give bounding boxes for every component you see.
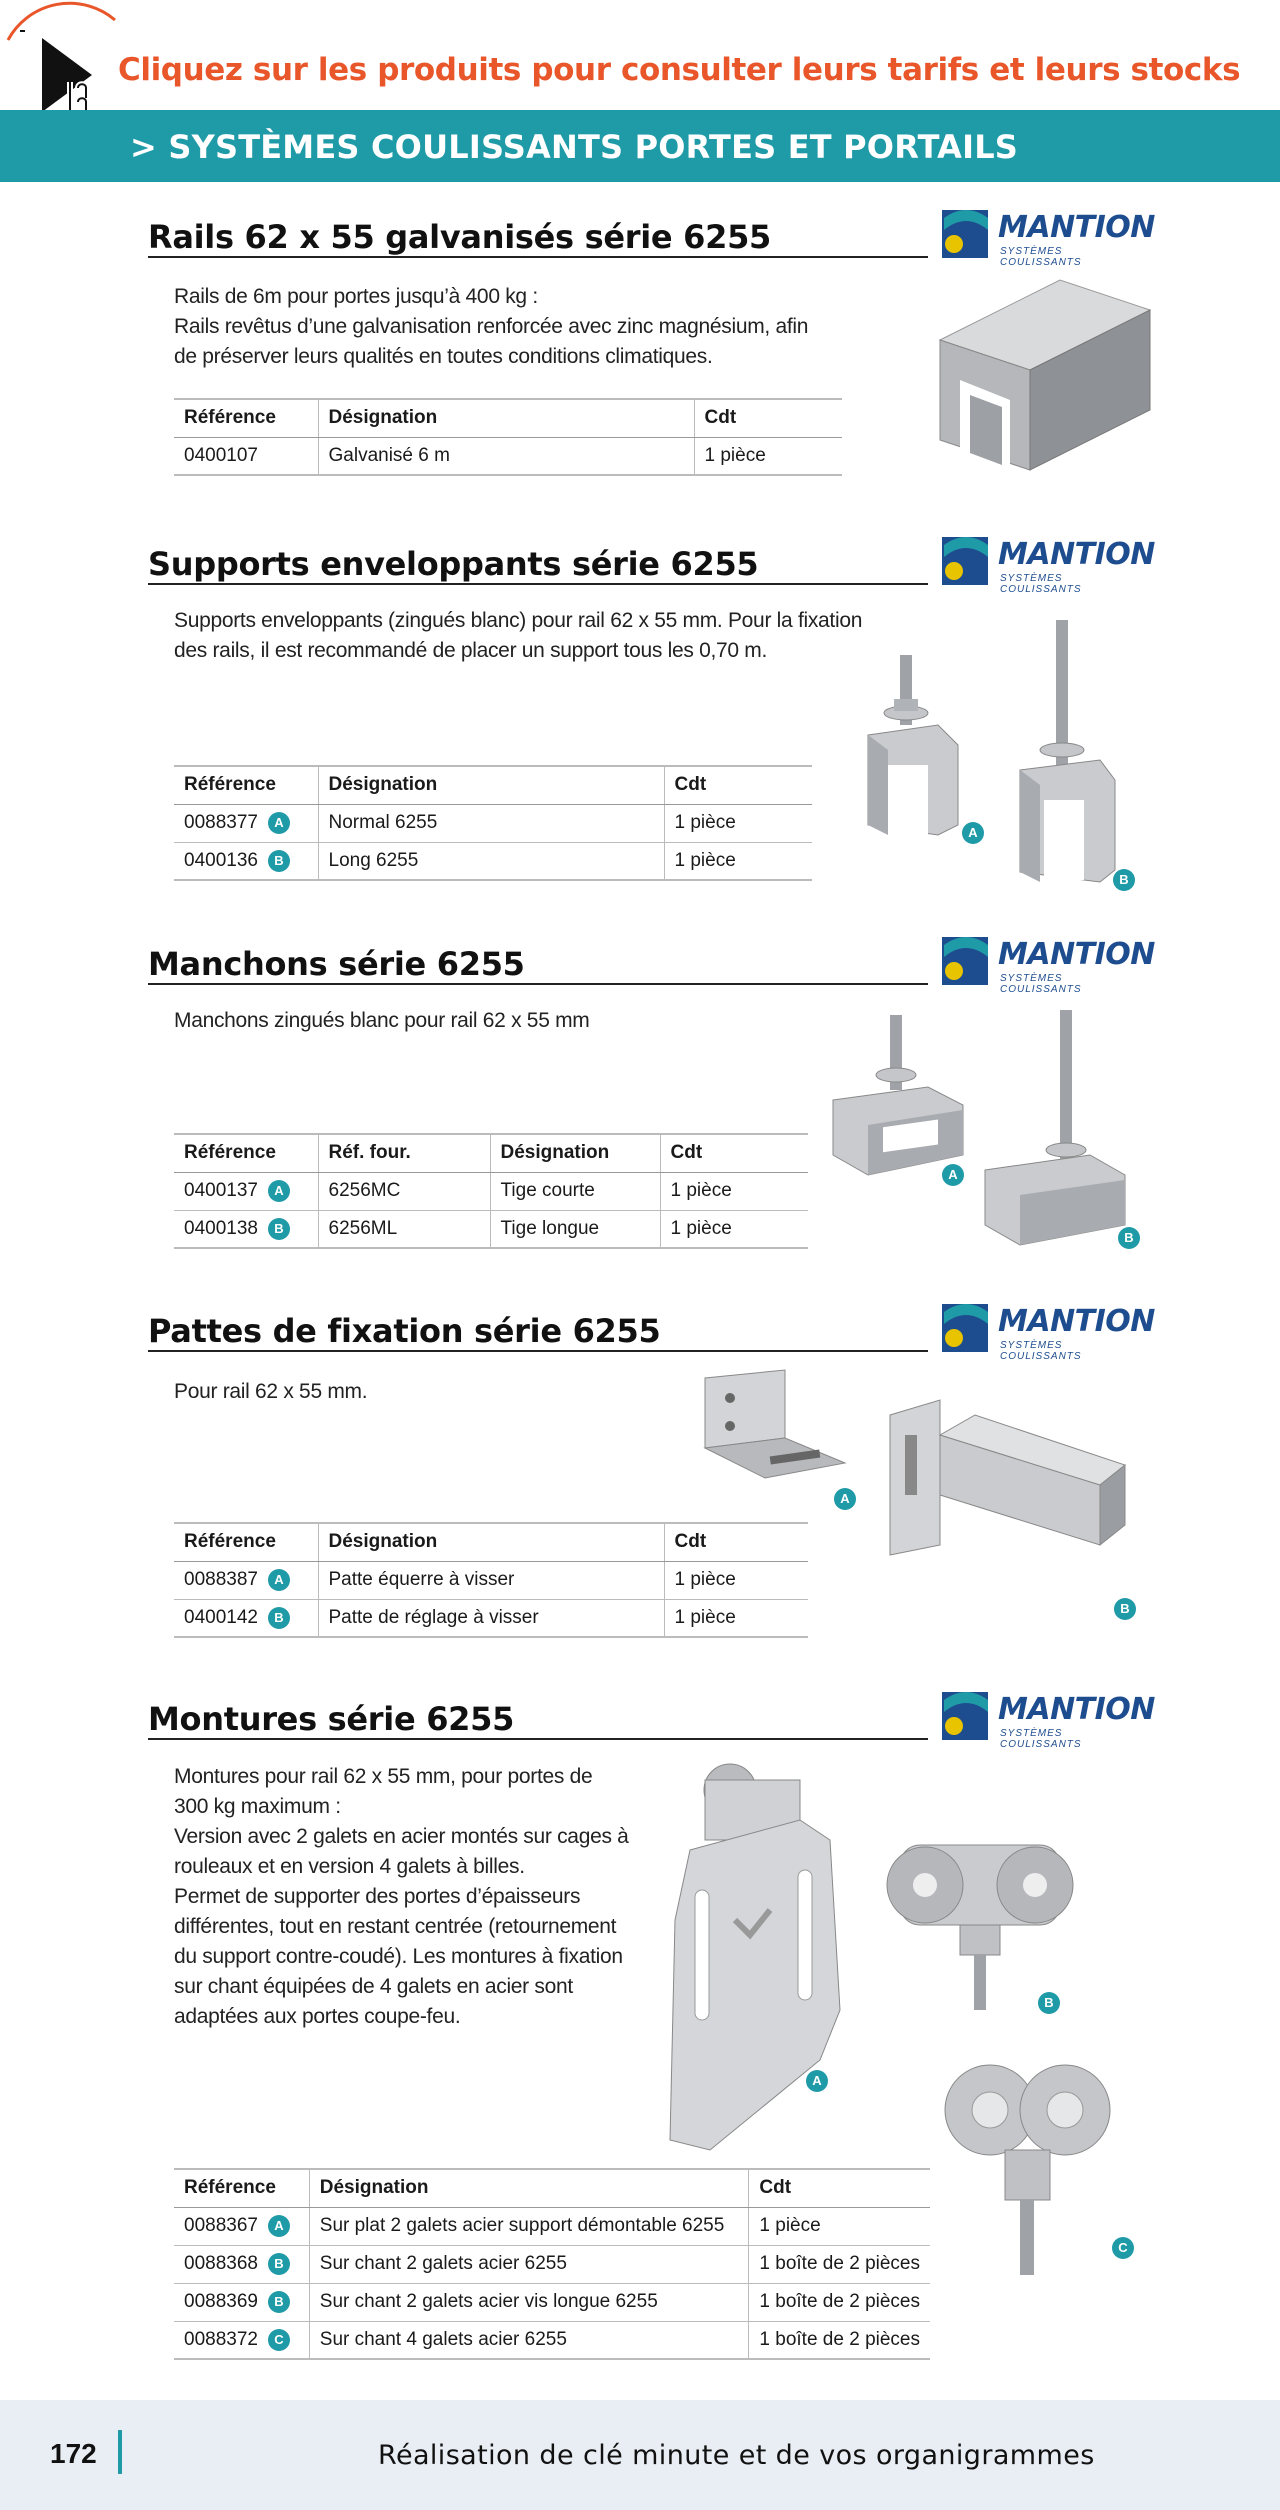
brand-name: MANTION xyxy=(998,1692,1155,1727)
desc-line: Permet de supporter des portes d’épaisseurs xyxy=(174,1885,581,1908)
page-footer xyxy=(0,2400,1280,2510)
section-divider xyxy=(148,256,928,258)
desc-line: des rails, il est recommandé de placer un support tous les 0,70 m. xyxy=(174,639,768,662)
support-b-image[interactable] xyxy=(1010,620,1120,885)
col-header: Désignation xyxy=(318,1523,664,1561)
section-divider xyxy=(148,583,928,585)
image-badge: A xyxy=(962,822,984,844)
section-divider xyxy=(148,1350,928,1352)
ref-cell: 0088387 xyxy=(184,1569,258,1590)
image-badge: B xyxy=(1118,1227,1140,1249)
mantion-logo-icon xyxy=(940,1302,992,1356)
designation-cell: Tige longue xyxy=(490,1210,660,1248)
section-title: Manchons série 6255 xyxy=(148,945,525,983)
desc-line: différentes, tout en restant centrée (retournement xyxy=(174,1915,617,1938)
variant-badge: A xyxy=(268,2215,290,2237)
col-header: Cdt xyxy=(664,1523,808,1561)
brand-logo xyxy=(940,1690,1155,1750)
section-description xyxy=(174,1006,590,1036)
category-bar xyxy=(0,110,1280,182)
supplier-ref-cell: 6256MC xyxy=(318,1172,490,1210)
section-divider xyxy=(148,983,928,985)
image-badge: A xyxy=(834,1488,856,1510)
table-row[interactable] xyxy=(174,2207,930,2245)
col-header: Référence xyxy=(174,2169,309,2207)
brand-tagline: SYSTÈMES COULISSANTS xyxy=(1000,246,1082,268)
desc-line: Rails revêtus d’une galvanisation renforcée avec zinc magnésium, afin xyxy=(174,315,809,338)
monture-b-image[interactable] xyxy=(870,1805,1090,2015)
manchon-a-image[interactable] xyxy=(828,1015,968,1190)
variant-badge: B xyxy=(268,850,290,872)
section-description xyxy=(174,282,808,372)
desc-line: Montures pour rail 62 x 55 mm, pour portes de xyxy=(174,1765,593,1788)
col-header: Référence xyxy=(174,766,318,804)
designation-cell: Patte de réglage à visser xyxy=(318,1599,664,1637)
designation-cell: Normal 6255 xyxy=(318,804,664,842)
mantion-logo-icon xyxy=(940,1690,992,1744)
table-row[interactable] xyxy=(174,1210,808,1248)
designation-cell: Sur chant 4 galets acier 6255 xyxy=(309,2321,749,2359)
table-row[interactable] xyxy=(174,804,812,842)
designation-cell: Patte équerre à visser xyxy=(318,1561,664,1599)
rail-product-image[interactable] xyxy=(930,270,1160,490)
section-description xyxy=(174,1762,629,2032)
top-banner xyxy=(0,0,1280,110)
desc-line: sur chant équipées de 4 galets en acier sont xyxy=(174,1975,573,1998)
table-row[interactable] xyxy=(174,842,812,880)
image-badge: A xyxy=(942,1164,964,1186)
section-divider xyxy=(148,1738,928,1740)
brand-name: MANTION xyxy=(998,1304,1155,1339)
page-number: 172 xyxy=(50,2438,97,2469)
image-badge: B xyxy=(1038,1992,1060,2014)
variant-badge: A xyxy=(268,1180,290,1202)
col-header: Réf. four. xyxy=(318,1134,490,1172)
cdt-cell: 1 pièce xyxy=(749,2207,930,2245)
col-header: Désignation xyxy=(318,399,694,437)
cdt-cell: 1 pièce xyxy=(664,804,812,842)
footer-tagline: Réalisation de clé minute et de vos organigrammes xyxy=(378,2440,1095,2471)
ref-cell: 0088372 xyxy=(184,2328,258,2350)
variant-badge: B xyxy=(268,2291,290,2313)
ref-cell: 0088367 xyxy=(184,2215,258,2236)
section-title: Rails 62 x 55 galvanisés série 6255 xyxy=(148,218,772,256)
brand-name: MANTION xyxy=(998,937,1155,972)
desc-line: Manchons zingués blanc pour rail 62 x 55 mm xyxy=(174,1009,590,1032)
brand-tagline: SYSTÈMES COULISSANTS xyxy=(1000,973,1082,995)
table-row[interactable] xyxy=(174,1599,808,1637)
cdt-cell: 1 pièce xyxy=(694,437,842,475)
table-row[interactable] xyxy=(174,1172,808,1210)
table-row[interactable] xyxy=(174,2321,930,2359)
col-header: Cdt xyxy=(694,399,842,437)
supplier-ref-cell: 6256ML xyxy=(318,1210,490,1248)
table-row[interactable] xyxy=(174,1561,808,1599)
variant-badge: A xyxy=(268,1569,290,1591)
cdt-cell: 1 boîte de 2 pièces xyxy=(749,2283,930,2321)
cdt-cell: 1 pièce xyxy=(660,1172,808,1210)
table-row[interactable] xyxy=(174,437,842,475)
desc-line: 300 kg maximum : xyxy=(174,1795,341,1818)
desc-line: rouleaux et en version 4 galets à billes. xyxy=(174,1855,525,1878)
col-header: Cdt xyxy=(660,1134,808,1172)
col-header: Référence xyxy=(174,1134,318,1172)
table-row[interactable] xyxy=(174,2245,930,2283)
cdt-cell: 1 pièce xyxy=(664,1561,808,1599)
desc-line: Rails de 6m pour portes jusqu’à 400 kg : xyxy=(174,285,538,308)
section-title: Montures série 6255 xyxy=(148,1700,515,1738)
ref-cell: 0400137 xyxy=(184,1180,258,1201)
mantion-logo-icon xyxy=(940,935,992,989)
brand-tagline: SYSTÈMES COULISSANTS xyxy=(1000,1728,1082,1750)
mantion-logo-icon xyxy=(940,535,992,589)
designation-cell: Sur chant 2 galets acier vis longue 6255 xyxy=(309,2283,749,2321)
brand-logo xyxy=(940,535,1155,595)
col-header: Désignation xyxy=(490,1134,660,1172)
footer-separator xyxy=(118,2430,122,2474)
product-table xyxy=(174,398,842,476)
patte-b-image[interactable] xyxy=(885,1375,1135,1575)
desc-line: de préserver leurs qualités en toutes conditions climatiques. xyxy=(174,345,713,368)
brand-name: MANTION xyxy=(998,210,1155,245)
col-header: Désignation xyxy=(309,2169,749,2207)
manchon-b-image[interactable] xyxy=(980,1010,1130,1250)
variant-badge: B xyxy=(268,1607,290,1629)
image-badge: B xyxy=(1114,1598,1136,1620)
desc-line: Version avec 2 galets en acier montés sur cages à xyxy=(174,1825,629,1848)
desc-line: Pour rail 62 x 55 mm. xyxy=(174,1380,368,1403)
image-badge: A xyxy=(806,2070,828,2092)
designation-cell: Sur plat 2 galets acier support démontable 6255 xyxy=(309,2207,749,2245)
image-badge: C xyxy=(1112,2237,1134,2259)
brand-logo xyxy=(940,1302,1155,1362)
cdt-cell: 1 boîte de 2 pièces xyxy=(749,2245,930,2283)
monture-a-image[interactable] xyxy=(650,1760,850,2160)
variant-badge: A xyxy=(268,812,290,834)
ref-cell: 0088368 xyxy=(184,2253,258,2274)
patte-a-image[interactable] xyxy=(695,1368,855,1503)
brand-logo xyxy=(940,208,1155,268)
cdt-cell: 1 pièce xyxy=(664,842,812,880)
cdt-cell: 1 pièce xyxy=(664,1599,808,1637)
support-a-image[interactable] xyxy=(858,655,968,840)
product-table xyxy=(174,2168,930,2360)
desc-line: Supports enveloppants (zingués blanc) pour rail 62 x 55 mm. Pour la fixation xyxy=(174,609,863,632)
col-header: Référence xyxy=(174,1523,318,1561)
designation-cell: Tige courte xyxy=(490,1172,660,1210)
cdt-cell: 1 pièce xyxy=(660,1210,808,1248)
category-title: > SYSTÈMES COULISSANTS PORTES ET PORTAILS xyxy=(130,128,1019,166)
ref-cell: 0088377 xyxy=(184,812,258,833)
section-title: Pattes de fixation série 6255 xyxy=(148,1312,661,1350)
designation-cell: Long 6255 xyxy=(318,842,664,880)
brand-logo xyxy=(940,935,1155,995)
image-badge: B xyxy=(1113,869,1135,891)
col-header: Cdt xyxy=(749,2169,930,2207)
desc-line: du support contre-coudé). Les montures à fixation xyxy=(174,1945,623,1968)
brand-tagline: SYSTÈMES COULISSANTS xyxy=(1000,1340,1082,1362)
section-description xyxy=(174,606,862,666)
product-table xyxy=(174,765,812,881)
designation-cell: Galvanisé 6 m xyxy=(318,437,694,475)
brand-name: MANTION xyxy=(998,537,1155,572)
ref-cell: 0400136 xyxy=(184,849,258,871)
ref-cell: 0400107 xyxy=(184,444,258,466)
ref-cell: 0088369 xyxy=(184,2291,258,2312)
section-description xyxy=(174,1377,367,1407)
variant-badge: B xyxy=(268,1218,290,1240)
mantion-logo-icon xyxy=(940,208,992,262)
variant-badge: C xyxy=(268,2329,290,2351)
monture-c-image[interactable] xyxy=(940,2040,1120,2280)
product-table xyxy=(174,1522,808,1638)
col-header: Cdt xyxy=(664,766,812,804)
cdt-cell: 1 boîte de 2 pièces xyxy=(749,2321,930,2359)
desc-line: adaptées aux portes coupe-feu. xyxy=(174,2005,461,2028)
product-table xyxy=(174,1133,808,1249)
table-row[interactable] xyxy=(174,2283,930,2321)
ref-cell: 0400142 xyxy=(184,1606,258,1628)
designation-cell: Sur chant 2 galets acier 6255 xyxy=(309,2245,749,2283)
click-products-link[interactable]: Cliquez sur les produits pour consulter leurs tarifs et leurs stocks xyxy=(118,52,1241,88)
section-title: Supports enveloppants série 6255 xyxy=(148,545,759,583)
col-header: Désignation xyxy=(318,766,664,804)
ref-cell: 0400138 xyxy=(184,1217,258,1239)
brand-tagline: SYSTÈMES COULISSANTS xyxy=(1000,573,1082,595)
col-header: Référence xyxy=(174,399,318,437)
variant-badge: B xyxy=(268,2253,290,2275)
